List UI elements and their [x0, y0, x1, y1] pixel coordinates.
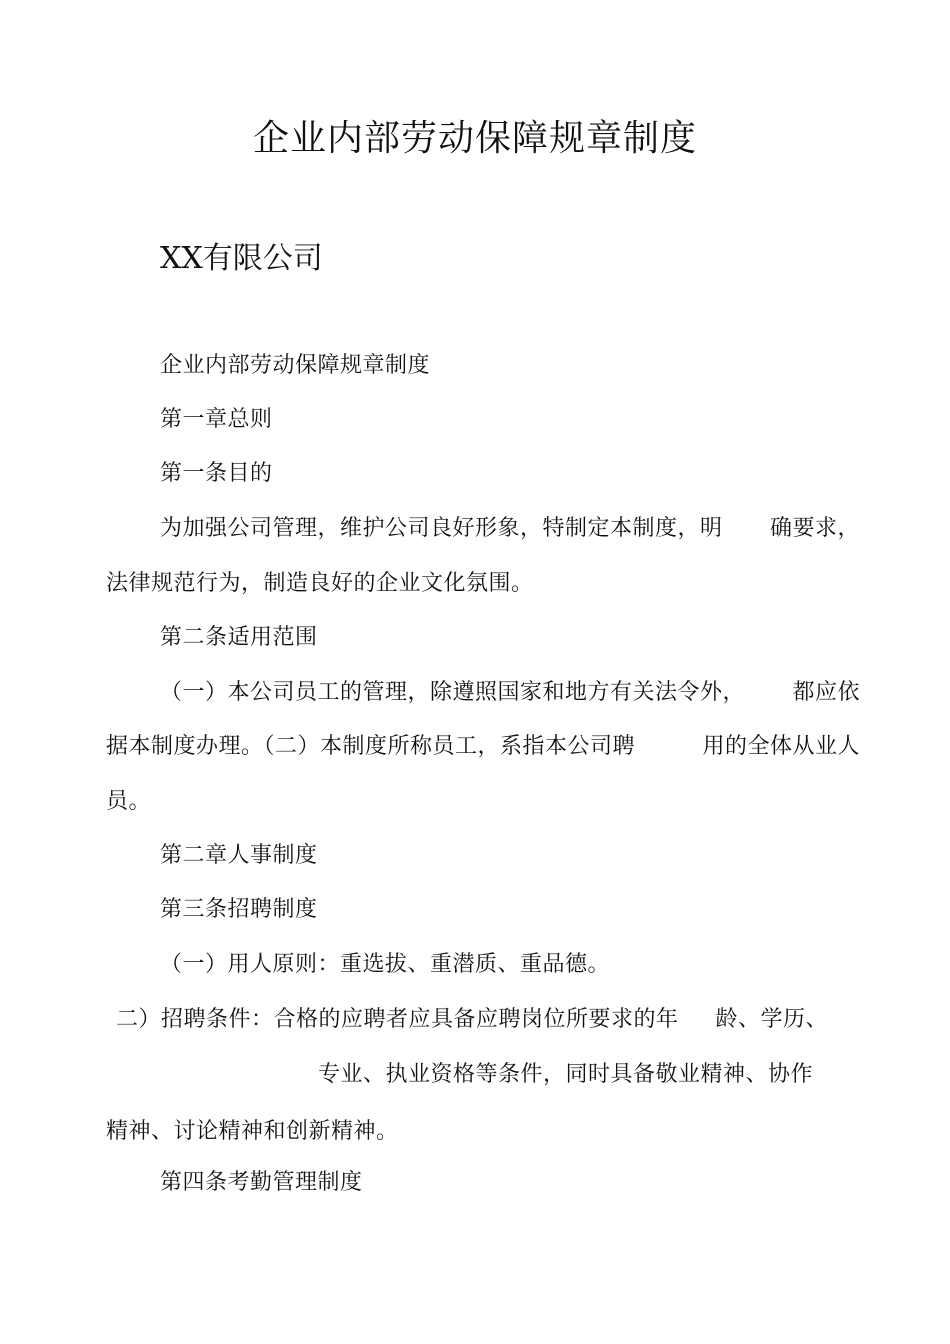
paragraph-heading: 企业内部劳动保障规章制度: [160, 353, 431, 378]
paragraph-line: 精神、讨论精神和创新精神。: [106, 1119, 399, 1144]
paragraph-line: [106, 733, 860, 761]
paragraph-line: （一）用人原则：重选拔、重潜质、重品德。: [160, 952, 611, 977]
text-segment: 为加强公司管理，维护公司良好形象，特制定本制度，明: [160, 516, 723, 541]
article-heading: 第三条招聘制度: [160, 897, 318, 922]
article-heading: 第四条考勤管理制度: [160, 1170, 363, 1195]
text-segment: 二）招聘条件：合格的应聘者应具备应聘岗位所要求的年: [116, 1007, 679, 1032]
text-segment: 确要求，: [769, 516, 860, 541]
paragraph-line: [116, 1006, 828, 1034]
chapter-heading: 第二章人事制度: [160, 843, 318, 868]
text-segment: （一）本公司员工的管理，除遵照国家和地方有关法令外，: [160, 680, 746, 705]
text-segment: 用的全体从业人: [702, 734, 860, 759]
paragraph-line: [160, 515, 860, 543]
company-name: XX有限公司: [160, 241, 323, 276]
document-title: 企业内部劳动保障规章制度: [252, 118, 697, 159]
text-segment: 据本制度办理。（二）本制度所称员工，系指本公司聘: [106, 734, 636, 759]
paragraph-line: [160, 679, 860, 707]
article-heading: 第二条适用范围: [160, 625, 318, 650]
paragraph-line: 员。: [106, 789, 152, 814]
article-heading: 第一条目的: [160, 461, 273, 486]
chapter-heading: 第一章总则: [160, 407, 273, 432]
text-segment: 都应依: [792, 680, 860, 705]
text-segment: 龄、学历、: [715, 1007, 828, 1032]
paragraph-line: 法律规范行为，制造良好的企业文化氛围。: [106, 571, 534, 596]
paragraph-line: 专业、执业资格等条件，同时具备敬业精神、协作: [318, 1062, 814, 1087]
